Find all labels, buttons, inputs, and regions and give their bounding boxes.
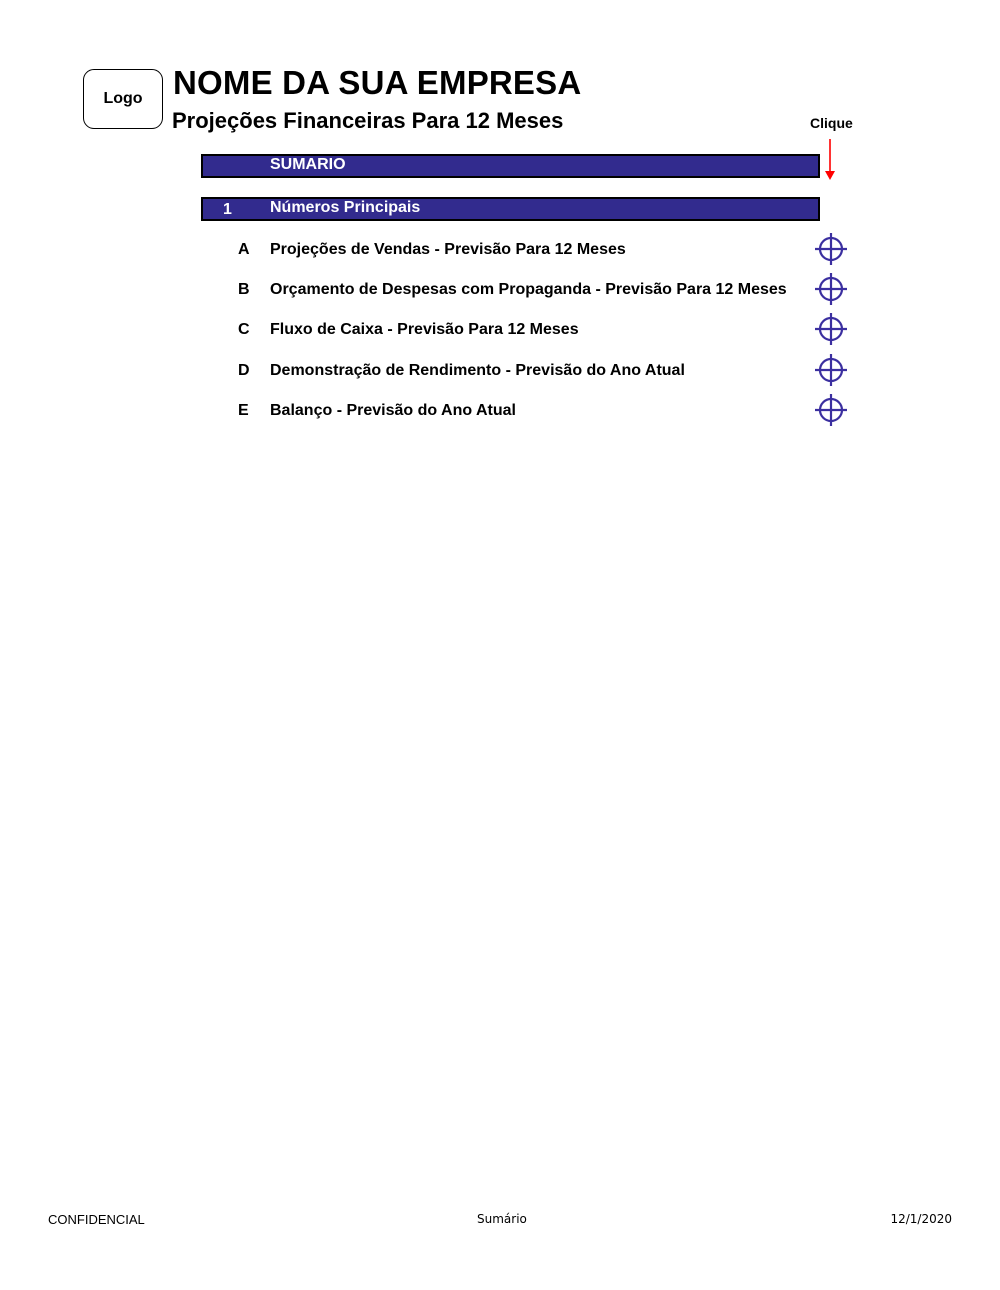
item-letter: B [238,281,250,298]
summary-title: SUMARIO [270,156,346,173]
logo-placeholder [83,69,163,129]
summary-item-c [0,321,1000,345]
crosshair-link-icon[interactable] [814,353,848,387]
item-letter: E [238,402,249,419]
section-header-bar [201,197,820,221]
crosshair-link-icon[interactable] [814,272,848,306]
summary-item-a [0,241,1000,265]
footer-sheet-name: Sumário [477,1212,527,1226]
summary-item-b [0,281,1000,305]
item-text: Orçamento de Despesas com Propaganda - Previsão Para 12 Meses [270,281,787,298]
item-letter: A [238,241,250,258]
item-text: Balanço - Previsão do Ano Atual [270,402,516,419]
crosshair-link-icon[interactable] [814,393,848,427]
page-subtitle: Projeções Financeiras Para 12 Meses [172,108,564,133]
item-letter: D [238,362,250,379]
crosshair-link-icon[interactable] [814,232,848,266]
arrow-down-icon [823,137,837,182]
item-text: Projeções de Vendas - Previsão Para 12 Meses [270,241,626,258]
section-title: Números Principais [270,199,421,216]
logo-label: Logo [103,90,143,107]
item-text: Fluxo de Caixa - Previsão Para 12 Meses [270,321,579,338]
item-letter: C [238,321,250,338]
item-text: Demonstração de Rendimento - Previsão do Ano Atual [270,362,685,379]
summary-item-d [0,362,1000,386]
summary-header-bar [201,154,820,178]
summary-item-e [0,402,1000,426]
section-number: 1 [223,201,232,218]
company-name: NOME DA SUA EMPRESA [173,64,582,101]
footer-date: 12/1/2020 [890,1212,952,1226]
crosshair-link-icon[interactable] [814,312,848,346]
footer-confidential: CONFIDENCIAL [48,1212,145,1227]
click-hint-label: Clique [810,115,853,131]
